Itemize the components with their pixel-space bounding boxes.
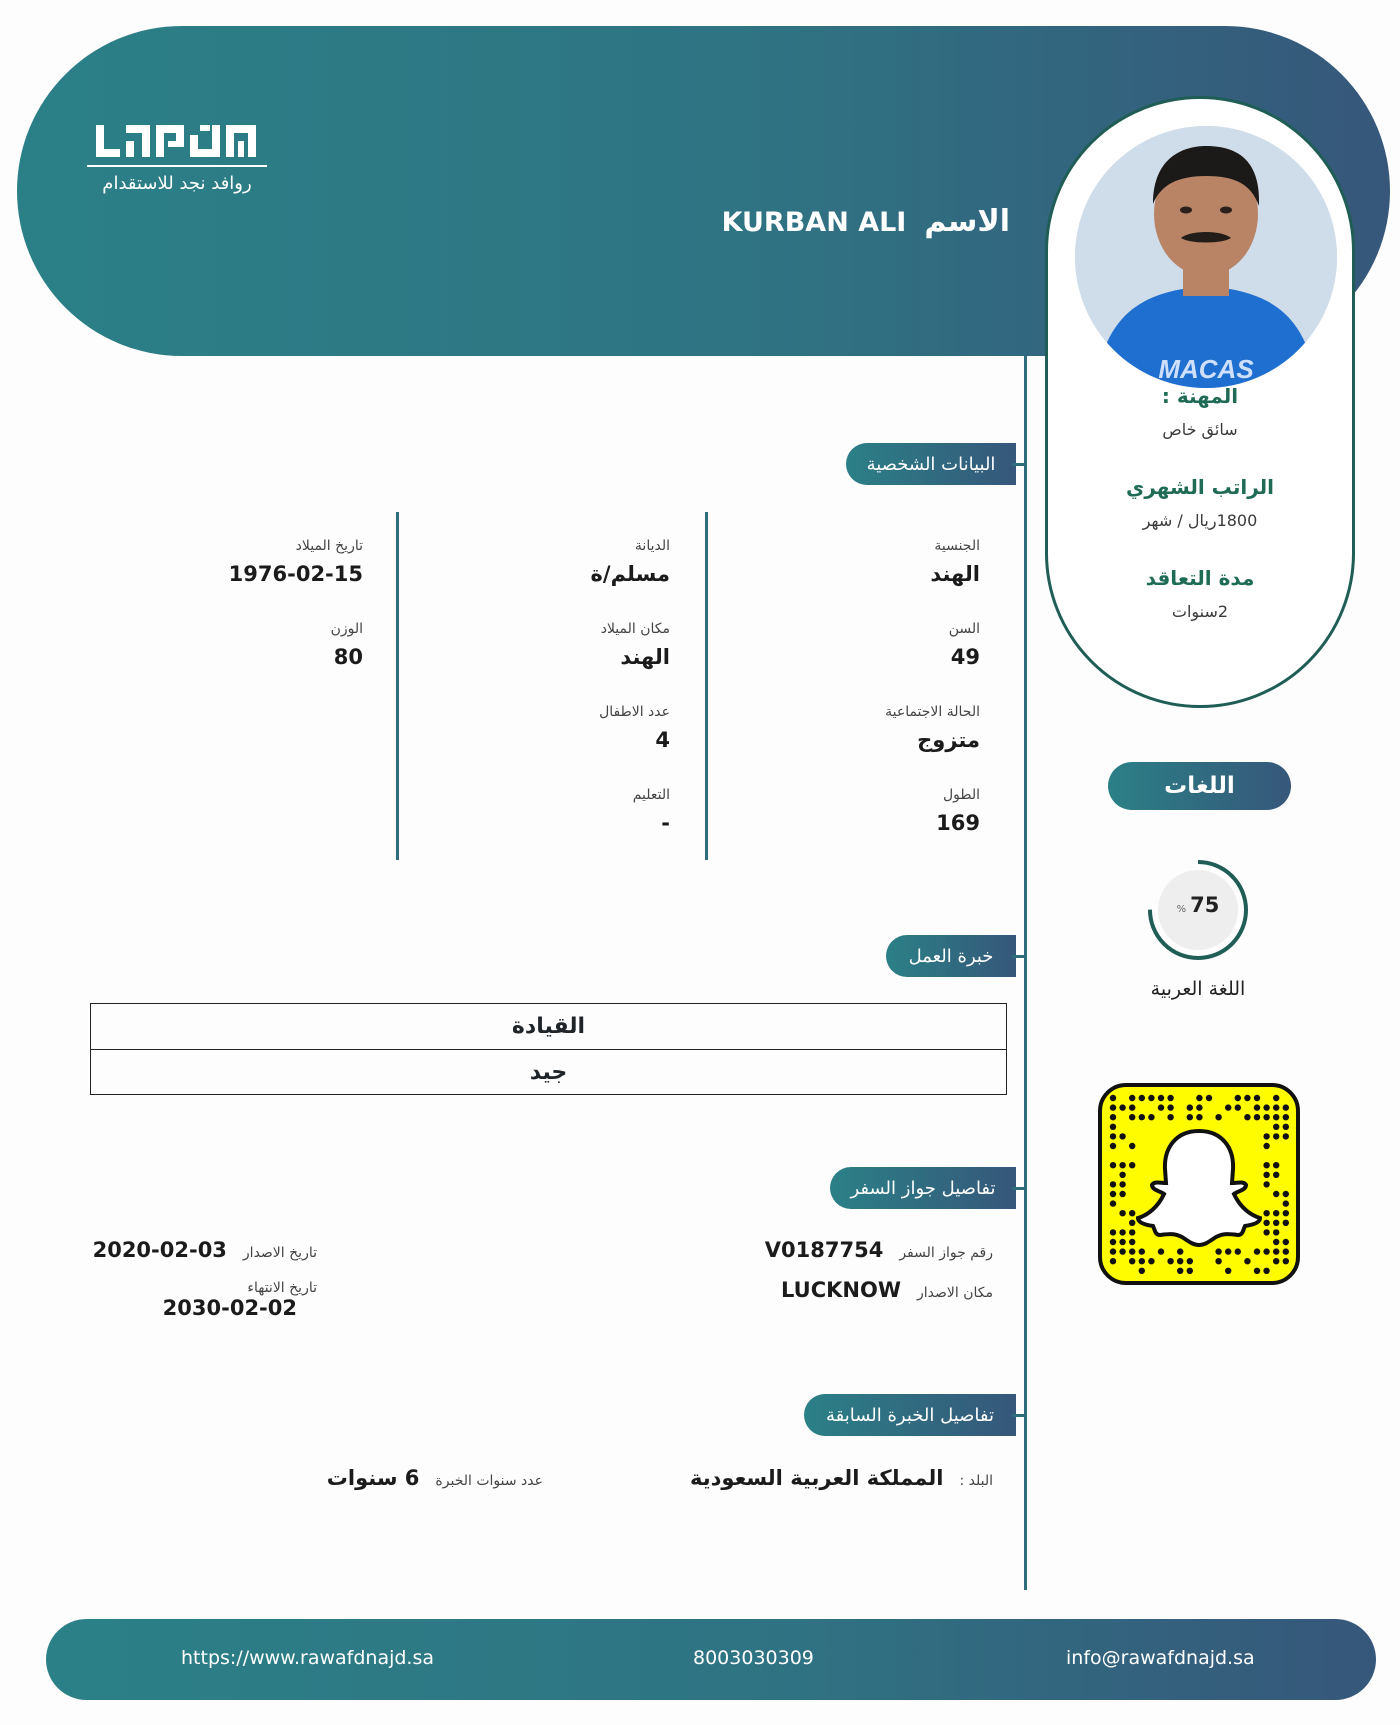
snapcode-dot <box>1110 1104 1116 1110</box>
snapchat-qr-icon[interactable] <box>1098 1083 1300 1285</box>
snapcode-dot <box>1283 1124 1289 1130</box>
snapcode-dot <box>1139 1268 1145 1274</box>
logo-divider <box>87 165 267 167</box>
expiry-date-label: تاريخ الانتهاء <box>247 1280 317 1296</box>
snapcode-dot <box>1263 1229 1269 1235</box>
snapcode-dot <box>1196 1114 1202 1120</box>
email-link[interactable]: info@rawafdnajd.sa <box>1066 1647 1255 1669</box>
passport-number-label: رقم جواز السفر <box>899 1245 993 1261</box>
snapcode-dot <box>1158 1248 1164 1254</box>
snapcode-dot <box>1263 1220 1269 1226</box>
snapcode-dot <box>1196 1104 1202 1110</box>
table-row: القيادة <box>511 1014 586 1039</box>
percent-sign: % <box>1176 904 1187 915</box>
height-label: الطول <box>942 787 980 803</box>
snapcode-dot <box>1187 1104 1193 1110</box>
expiry-date-block <box>163 1280 317 1320</box>
personal-col-1 <box>730 538 980 870</box>
snapcode-dot <box>1148 1258 1154 1264</box>
issue-date-value: 2020-02-03 <box>92 1238 227 1262</box>
snapcode-dot <box>1283 1239 1289 1245</box>
snapcode-dot <box>1273 1258 1279 1264</box>
snapcode-dot <box>1283 1114 1289 1120</box>
snapcode-dot <box>1273 1162 1279 1168</box>
children-label: عدد الاطفال <box>599 704 670 720</box>
education-value: - <box>661 811 670 835</box>
snapcode-dot <box>1158 1104 1164 1110</box>
percent-value: 75 <box>1190 893 1220 917</box>
snapcode-dot <box>1254 1095 1260 1101</box>
snapcode-dot <box>1273 1133 1279 1139</box>
snapcode-dot <box>1177 1268 1183 1274</box>
snapcode-dot <box>1225 1104 1231 1110</box>
snapcode-dot <box>1273 1239 1279 1245</box>
profile-card <box>1045 96 1355 708</box>
snapcode-dot <box>1110 1133 1116 1139</box>
work-experience-table <box>90 1003 1007 1095</box>
snapcode-dot <box>1139 1248 1145 1254</box>
snapcode-dot <box>1235 1095 1241 1101</box>
snapcode-dot <box>1254 1268 1260 1274</box>
section-personal-info: البيانات الشخصية <box>846 443 1016 485</box>
issue-place-label: مكان الاصدار <box>917 1285 993 1301</box>
snapcode-dot <box>1283 1133 1289 1139</box>
snapcode-dot <box>1139 1095 1145 1101</box>
snapcode-dot <box>1273 1248 1279 1254</box>
issue-date-row <box>93 1238 317 1262</box>
snapcode-dot <box>1129 1104 1135 1110</box>
snapcode-dot <box>1110 1239 1116 1245</box>
snapcode-dot <box>1235 1104 1241 1110</box>
snapcode-dot <box>1177 1248 1183 1254</box>
svg-text:MACAS: MACAS <box>1158 354 1254 384</box>
snapcode-dot <box>1263 1248 1269 1254</box>
snapcode-dot <box>1110 1143 1116 1149</box>
contract-value: 2سنوات <box>1171 602 1229 621</box>
snapcode-dot <box>1187 1258 1193 1264</box>
language-percent <box>1146 893 1250 917</box>
snapcode-dot <box>1167 1095 1173 1101</box>
snapcode-dot <box>1167 1104 1173 1110</box>
logo-text: روافد نجد للاستقدام <box>102 173 252 194</box>
snapcode-dot <box>1129 1095 1135 1101</box>
profession-value: سائق خاص <box>1162 420 1238 439</box>
snapcode-dot <box>1263 1172 1269 1178</box>
snapcode-dot <box>1254 1248 1260 1254</box>
experience-years-label: عدد سنوات الخبرة <box>435 1473 543 1489</box>
column-divider <box>705 512 708 860</box>
snapcode-dot <box>1187 1268 1193 1274</box>
snapcode-dot <box>1148 1095 1154 1101</box>
snapcode-dot <box>1283 1248 1289 1254</box>
snapcode-dot <box>1273 1191 1279 1197</box>
person-photo-icon <box>1075 126 1337 388</box>
snapcode-dot <box>1273 1095 1279 1101</box>
snapcode-dot <box>1254 1114 1260 1120</box>
snapcode-dot <box>1283 1191 1289 1197</box>
timeline-tick <box>1012 463 1026 466</box>
footer-bar <box>46 1619 1376 1700</box>
snapcode-dot <box>1273 1104 1279 1110</box>
passport-number-row <box>765 1238 993 1262</box>
snapcode-dot <box>1110 1162 1116 1168</box>
marital-status-label: الحالة الاجتماعية <box>885 704 980 720</box>
weight-label: الوزن <box>330 621 363 637</box>
snapcode-dot <box>1263 1268 1269 1274</box>
snapcode-dot <box>1129 1210 1135 1216</box>
snapcode-dot <box>1110 1191 1116 1197</box>
timeline-tick <box>1012 1187 1026 1190</box>
snapcode-dot <box>1119 1248 1125 1254</box>
snapcode-dot <box>1244 1095 1250 1101</box>
experience-years-value: 6 سنوات <box>326 1466 420 1490</box>
snapcode-dot <box>1273 1124 1279 1130</box>
section-work-experience: خبرة العمل <box>886 935 1016 977</box>
previous-country-label: البلد : <box>959 1473 993 1489</box>
name-line <box>722 204 1010 239</box>
phone-number[interactable]: 8003030309 <box>693 1647 814 1669</box>
snapcode-dot <box>1177 1258 1183 1264</box>
snapcode-dot <box>1283 1258 1289 1264</box>
snapcode-dot <box>1283 1200 1289 1206</box>
snapcode-dot <box>1129 1258 1135 1264</box>
snapcode-dot <box>1273 1114 1279 1120</box>
snapcode-dot <box>1263 1162 1269 1168</box>
timeline-tick <box>1012 955 1026 958</box>
passport-number-value: V0187754 <box>764 1238 884 1262</box>
snapcode-dot <box>1187 1114 1193 1120</box>
snapcode-dot <box>1215 1248 1221 1254</box>
snapcode-dot <box>1119 1133 1125 1139</box>
snapcode-dot <box>1129 1143 1135 1149</box>
snapcode-dot <box>1283 1220 1289 1226</box>
snapcode-dot <box>1263 1210 1269 1216</box>
personal-col-3 <box>113 538 363 704</box>
salary-label: الراتب الشهري <box>1126 475 1274 499</box>
website-link[interactable]: https://www.rawafdnajd.sa <box>181 1647 435 1669</box>
profession-label: المهنة : <box>1161 384 1239 408</box>
snapcode-dot <box>1129 1229 1135 1235</box>
snapcode-dot <box>1119 1104 1125 1110</box>
snapcode-dot <box>1139 1114 1145 1120</box>
children-value: 4 <box>655 728 670 752</box>
snapcode-dot <box>1119 1181 1125 1187</box>
height-value: 169 <box>936 811 980 835</box>
issue-date-label: تاريخ الاصدار <box>242 1245 317 1261</box>
snapcode-dot <box>1215 1114 1221 1120</box>
religion-label: الديانة <box>634 538 670 554</box>
timeline-line <box>1024 372 1027 1590</box>
salary-block <box>1048 475 1352 530</box>
snapcode-dot <box>1119 1172 1125 1178</box>
snapcode-dot <box>1254 1104 1260 1110</box>
marital-status-value: متزوج <box>917 728 980 752</box>
snapcode-dot <box>1119 1210 1125 1216</box>
religion-value: مسلم/ة <box>590 562 670 586</box>
languages-heading: اللغات <box>1108 762 1291 810</box>
snapcode-dot <box>1215 1258 1221 1264</box>
birthdate-label: تاريخ الميلاد <box>295 538 363 554</box>
birthplace-value: الهند <box>620 645 670 669</box>
nationality-value: الهند <box>930 562 980 586</box>
snapcode-dot <box>1129 1239 1135 1245</box>
nationality-label: الجنسية <box>934 538 980 554</box>
salary-value: 1800ريال / شهر <box>1142 511 1258 530</box>
contract-label: مدة التعاقد <box>1145 566 1255 590</box>
snapcode-dot <box>1263 1114 1269 1120</box>
snapcode-dot <box>1206 1095 1212 1101</box>
birthplace-label: مكان الميلاد <box>600 621 670 637</box>
snapcode-dot <box>1110 1181 1116 1187</box>
snapcode-dot <box>1110 1248 1116 1254</box>
contract-block <box>1048 566 1352 621</box>
snapcode-dot <box>1158 1095 1164 1101</box>
name-label: الاسم <box>924 204 1010 239</box>
snapcode-dot <box>1167 1258 1173 1264</box>
snapcode-dot <box>1273 1172 1279 1178</box>
snapcode-dot <box>1196 1095 1202 1101</box>
previous-country-row <box>690 1466 993 1490</box>
language-name: اللغة العربية <box>1150 978 1246 1000</box>
experience-years-row <box>327 1466 543 1490</box>
weight-value: 80 <box>333 645 363 669</box>
snapcode-dot <box>1148 1114 1154 1120</box>
snapcode-dot <box>1263 1104 1269 1110</box>
name-value: KURBAN ALI <box>721 207 907 238</box>
snapcode-dot <box>1119 1162 1125 1168</box>
birthdate-value: 1976-02-15 <box>228 562 363 586</box>
snapcode-dot <box>1225 1248 1231 1254</box>
company-logo <box>87 121 267 194</box>
expiry-date-value: 2030-02-02 <box>162 1296 297 1320</box>
issue-place-value: LUCKNOW <box>781 1278 901 1302</box>
snapcode-dot <box>1110 1114 1116 1120</box>
snapcode-dot <box>1110 1124 1116 1130</box>
profession-block <box>1048 384 1352 439</box>
column-divider <box>396 512 399 860</box>
logo-mark-icon <box>92 121 262 161</box>
snapcode-dot <box>1235 1248 1241 1254</box>
age-label: السن <box>948 621 980 637</box>
snapcode-dot <box>1283 1104 1289 1110</box>
snapcode-dot <box>1283 1210 1289 1216</box>
snapcode-dot <box>1129 1114 1135 1120</box>
snapcode-dot <box>1273 1210 1279 1216</box>
timeline-tick <box>1012 1414 1026 1417</box>
snapcode-dot <box>1263 1143 1269 1149</box>
previous-country-value: المملكة العربية السعودية <box>690 1466 944 1490</box>
personal-col-2 <box>420 538 670 870</box>
snapcode-dot <box>1225 1268 1231 1274</box>
snapcode-dot <box>1244 1114 1250 1120</box>
snapcode-dot <box>1263 1133 1269 1139</box>
profile-photo <box>1075 126 1337 388</box>
snapcode-dot <box>1110 1095 1116 1101</box>
table-row: جيد <box>91 1049 1006 1094</box>
section-passport: تفاصيل جواز السفر <box>830 1167 1016 1209</box>
snapcode-dot <box>1110 1200 1116 1206</box>
issue-place-row <box>781 1278 993 1302</box>
snapcode-dot <box>1129 1248 1135 1254</box>
snapcode-dot <box>1129 1162 1135 1168</box>
snapcode-dot <box>1273 1229 1279 1235</box>
snapcode-dot <box>1263 1181 1269 1187</box>
snapcode-dot <box>1167 1114 1173 1120</box>
snapcode-dot <box>1119 1191 1125 1197</box>
snapcode-dot <box>1119 1239 1125 1245</box>
snapcode-dot <box>1110 1229 1116 1235</box>
snapcode-dot <box>1244 1258 1250 1264</box>
age-value: 49 <box>950 645 980 669</box>
snapcode-dot <box>1110 1258 1116 1264</box>
section-previous-experience: تفاصيل الخبرة السابقة <box>804 1394 1016 1436</box>
snapcode-dot <box>1119 1229 1125 1235</box>
snapcode-dot <box>1139 1258 1145 1264</box>
snapcode-dot <box>1129 1220 1135 1226</box>
education-label: التعليم <box>632 787 670 803</box>
snapcode-dot <box>1273 1220 1279 1226</box>
